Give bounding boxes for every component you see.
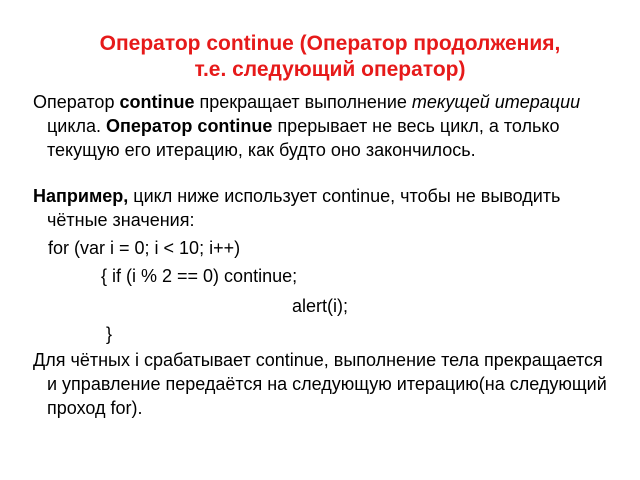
para3-text-1: Для чётных i срабатывает continue, выполнение тела прекращается и управление передаётся на следующую итерацию(на следующий проход for).: [33, 350, 607, 418]
code-line-2: { if (i % 2 == 0) continue;: [101, 266, 298, 286]
code-line-3: alert(i);: [292, 296, 349, 316]
paragraph-definition: [33, 90, 613, 162]
slide-title: [40, 31, 620, 83]
code-line-4: }: [106, 324, 113, 344]
code-line-1: for (var i = 0; i < 10; i++): [48, 238, 241, 258]
para1-bold-operator-continue: Оператор continue: [105, 116, 273, 136]
para2-bold-example: Например,: [33, 186, 129, 206]
para1-italic-current-iteration: текущей итерации: [411, 92, 581, 112]
paragraph-explanation: [33, 348, 613, 420]
slide-title-line-1: Оператор continue (Оператор продолжения,: [99, 32, 561, 55]
para1-text-1: Оператор: [33, 92, 120, 112]
para1-bold-continue: continue: [119, 92, 195, 112]
slide-title-line-2: т.е. следующий оператор): [194, 58, 466, 81]
paragraph-example: [33, 184, 613, 232]
para2-text-1: цикл ниже использует continue, чтобы не выводить чётные значения:: [47, 186, 561, 230]
para1-text-3: цикла.: [47, 116, 106, 136]
para1-text-4: прерывает не весь цикл, а только текущую его итерацию, как будто оно закончилось.: [47, 116, 560, 160]
para1-text-2: прекращает выполнение: [194, 92, 412, 112]
